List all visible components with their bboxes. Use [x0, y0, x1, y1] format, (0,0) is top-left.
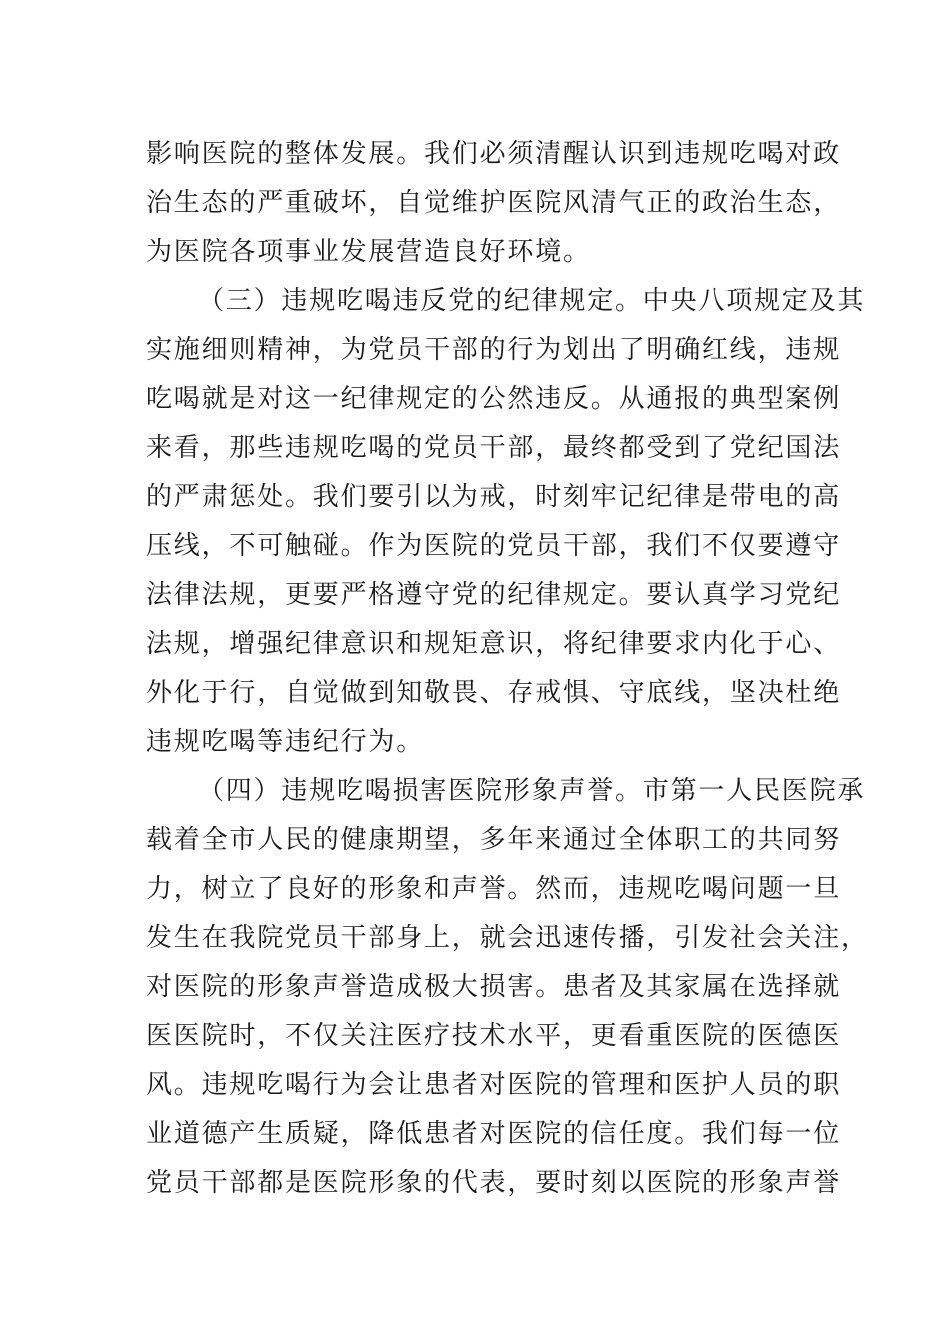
- text-line: 党员干部都是医院形象的代表，要时刻以医院的形象声誉: [146, 1168, 842, 1198]
- text-line: 治生态的严重破坏，自觉维护医院风清气正的政治生态，: [146, 188, 842, 218]
- paragraph-heading-3: （三）违规吃喝违反党的纪律规定。中央八项规定及其: [198, 286, 866, 316]
- text-line: 实施细则精神，为党员干部的行为划出了明确红线，违规: [146, 335, 842, 365]
- text-line: 来看，那些违规吃喝的党员干部，最终都受到了党纪国法: [146, 433, 842, 463]
- text-line: 对医院的形象声誉造成极大损害。患者及其家属在选择就: [146, 972, 842, 1002]
- text-line: 外化于行，自觉做到知敬畏、存戒惧、守底线，坚决杜绝: [146, 678, 842, 708]
- text-line: 为医院各项事业发展营造良好环境。: [146, 237, 591, 267]
- text-line: 法规，增强纪律意识和规矩意识，将纪律要求内化于心、: [146, 629, 842, 659]
- text-line: 影响医院的整体发展。我们必须清醒认识到违规吃喝对政: [146, 139, 842, 169]
- text-line: 业道德产生质疑，降低患者对医院的信任度。我们每一位: [146, 1119, 842, 1149]
- paragraph-heading-4: （四）违规吃喝损害医院形象声誉。市第一人民医院承: [198, 776, 866, 806]
- text-line: 法律法规，更要严格遵守党的纪律规定。要认真学习党纪: [146, 580, 842, 610]
- text-line: 吃喝就是对这一纪律规定的公然违反。从通报的典型案例: [146, 384, 842, 414]
- text-line: 违规吃喝等违纪行为。: [146, 727, 425, 757]
- text-line: 的严肃惩处。我们要引以为戒，时刻牢记纪律是带电的高: [146, 482, 842, 512]
- text-line: 风。违规吃喝行为会让患者对医院的管理和医护人员的职: [146, 1070, 842, 1100]
- text-line: 发生在我院党员干部身上，就会迅速传播，引发社会关注，: [146, 923, 869, 953]
- text-line: 力，树立了良好的形象和声誉。然而，违规吃喝问题一旦: [146, 874, 842, 904]
- text-line: 压线，不可触碰。作为医院的党员干部，我们不仅要遵守: [146, 531, 842, 561]
- text-line: 医医院时，不仅关注医疗技术水平，更看重医院的医德医: [146, 1021, 842, 1051]
- text-line: 载着全市人民的健康期望，多年来通过全体职工的共同努: [146, 825, 842, 855]
